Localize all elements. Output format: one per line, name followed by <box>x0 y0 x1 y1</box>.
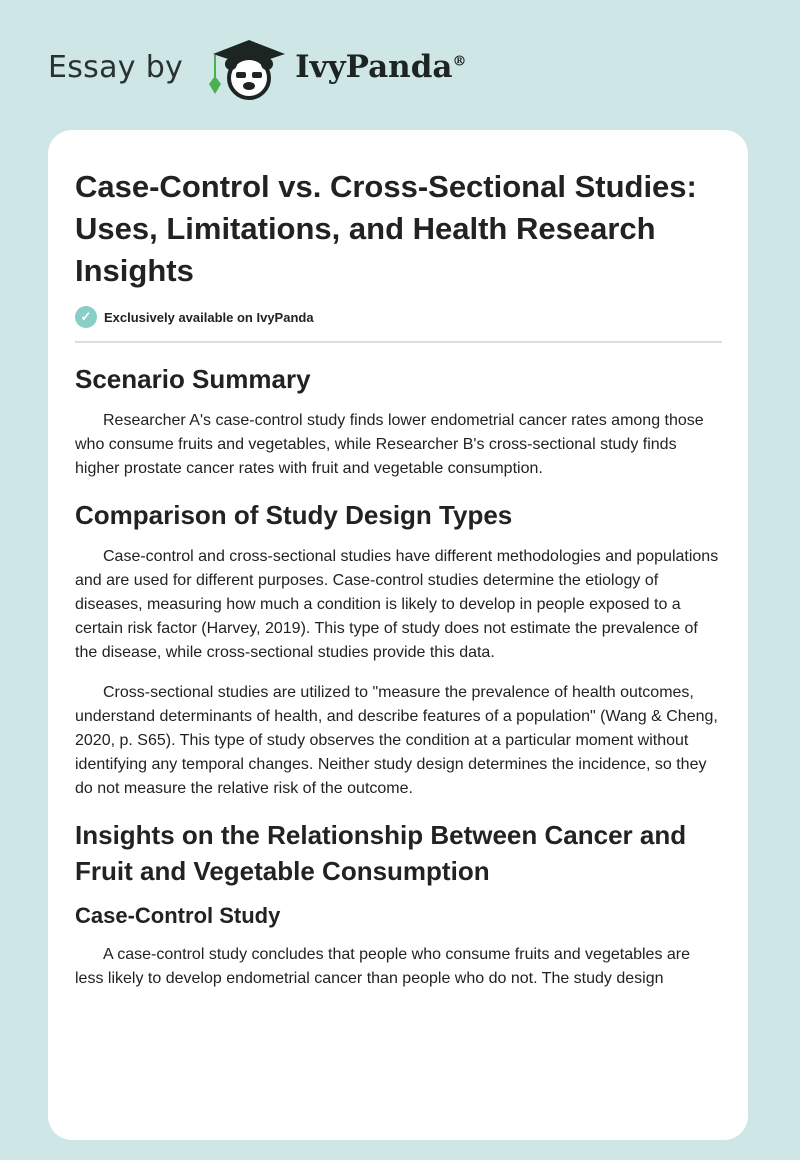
section-heading: Insights on the Relationship Between Cancer and Fruit and Vegetable Consumption <box>75 820 687 886</box>
divider <box>75 341 722 343</box>
exclusive-badge <box>75 306 722 328</box>
paragraph: Cross-sectional studies are utilized to "measure the prevalence of health outcomes, understand determinants of health, and describe features of a population" (Wang & Cheng, 2020, p. S65). This type of study observes the condition at a particular moment without identifying any temporal changes. Neither study design determines the incidence, so they do not measure the relative risk of the outcome. <box>75 684 718 797</box>
paragraph: Case-control and cross-sectional studies have different methodologies and populations and are used for different purposes. Case-control studies determine the etiology of diseases, measuring how much a condition is likely to develop in people exposed to a certain risk factor (Harvey, 2019). This type of study does not estimate the prevalence of the disease, while cross-sectional studies provide this data. <box>75 548 719 661</box>
check-icon: ✓ <box>75 306 97 328</box>
paragraph: Researcher A's case-control study finds lower endometrial cancer rates among those who consume fruits and vegetables, while Researcher B's cross-sectional study finds higher prostate cancer rates with fruit and vegetable consumption. <box>75 412 704 477</box>
paragraph: A case-control study concludes that people who consume fruits and vegetables are less likely to develop endometrial cancer than people who do not. The study design <box>75 946 691 987</box>
exclusive-label: Exclusively available on IvyPanda <box>104 309 314 325</box>
essay-title: Case-Control vs. Cross-Sectional Studies: Uses, Limitations, and Health Research Insights <box>75 169 697 288</box>
subsection-heading: Case-Control Study <box>75 903 281 928</box>
section-heading: Scenario Summary <box>75 364 311 394</box>
section-heading: Comparison of Study Design Types <box>75 500 513 530</box>
ivypanda-logo-icon[interactable] <box>203 34 289 100</box>
essay-by-label: Essay by <box>48 49 184 85</box>
site-header <box>48 34 467 100</box>
brand-name: IvyPanda® <box>295 49 467 85</box>
essay-card <box>48 130 748 1140</box>
